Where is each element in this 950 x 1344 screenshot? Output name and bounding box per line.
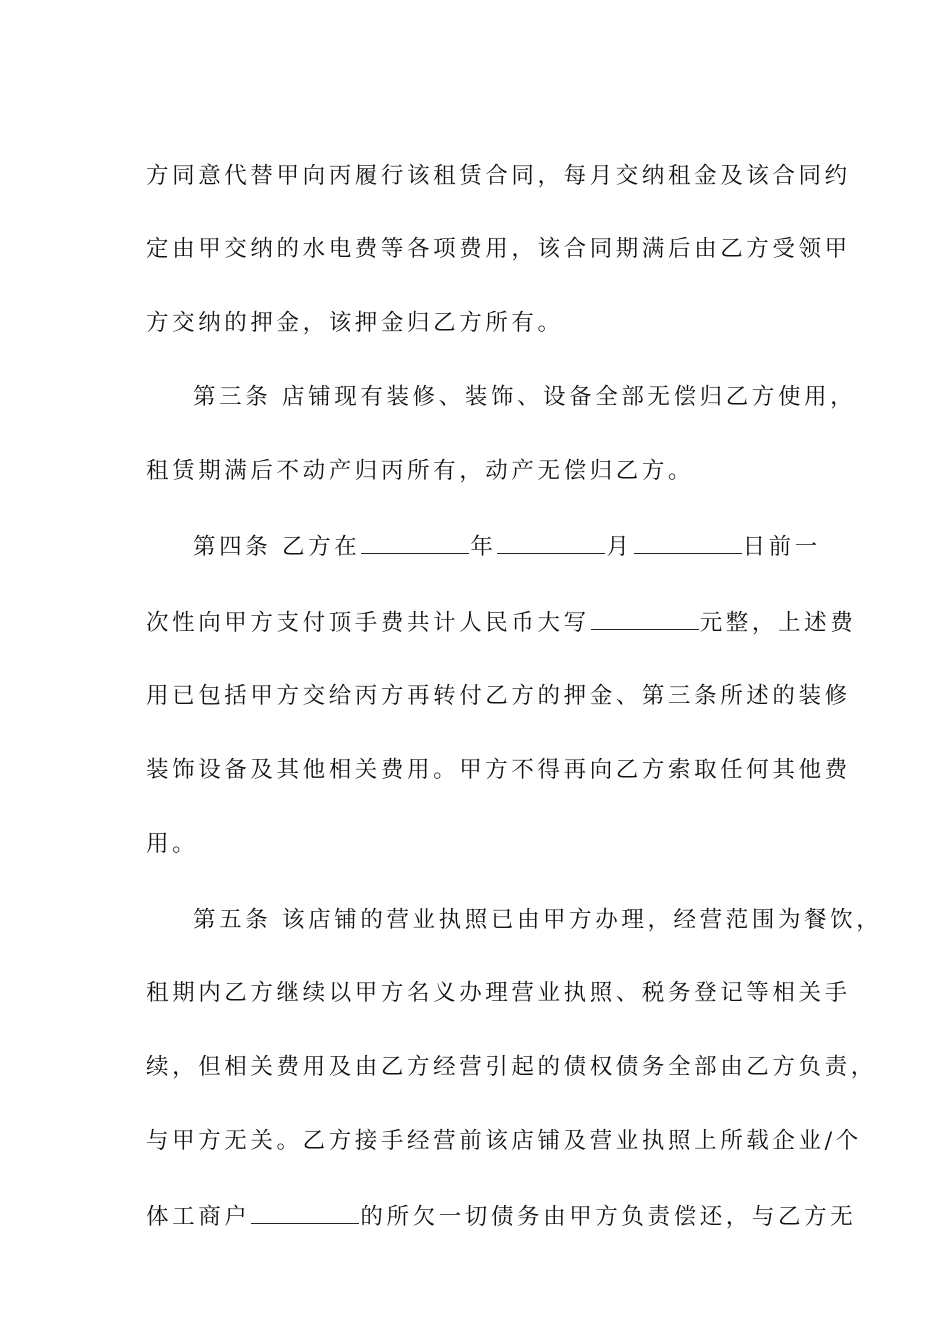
- article-5-heading-line: [193, 900, 883, 940]
- text-line: [146, 973, 851, 1013]
- line-text: 租期内乙方继续以甲方名义办理营业执照、税务登记等相关手: [146, 979, 851, 1006]
- article-4-heading-line: [193, 527, 821, 567]
- line-text: 年: [470, 533, 497, 560]
- text-line: [146, 603, 857, 643]
- business-name-blank: [251, 1201, 359, 1224]
- text-line: [146, 750, 851, 790]
- line-text: 第三条 店铺现有装修、装饰、设备全部无偿归乙方使用，: [193, 383, 857, 410]
- line-text: 用已包括甲方交给丙方再转付乙方的押金、第三条所述的装修: [146, 682, 851, 709]
- line-text: 元整，上述费: [699, 609, 857, 636]
- line-text: 的所欠一切债务由甲方负责偿还，与乙方无: [360, 1203, 857, 1230]
- line-text: 与甲方无关。乙方接手经营前该店铺及营业执照上所载企业/个: [146, 1127, 862, 1154]
- line-text: 第四条 乙方在: [193, 533, 361, 560]
- article-3-heading-line: [193, 377, 857, 417]
- text-line: [146, 1121, 862, 1161]
- line-text: 方同意代替甲向丙履行该租赁合同，每月交纳租金及该合同约: [146, 162, 851, 189]
- text-line: [146, 1047, 877, 1087]
- day-blank: [634, 531, 742, 554]
- line-text: 用。: [146, 830, 199, 857]
- line-text: 次性向甲方支付顶手费共计人民币大写: [146, 609, 590, 636]
- line-text: 体工商户: [146, 1203, 251, 1230]
- line-text: 续，但相关费用及由乙方经营引起的债权债务全部由乙方负责，: [146, 1053, 877, 1080]
- line-text: 租赁期满后不动产归丙所有，动产无偿归乙方。: [146, 457, 695, 484]
- text-line: [146, 1197, 857, 1237]
- line-text: 日前一: [742, 533, 821, 560]
- text-line: [146, 156, 851, 196]
- line-text: 第五条 该店铺的营业执照已由甲方办理，经营范围为餐饮，: [193, 906, 883, 933]
- text-line: [146, 824, 816, 864]
- text-line: [146, 676, 851, 716]
- text-line: [146, 229, 851, 269]
- line-text: 月: [606, 533, 633, 560]
- line-text: 方交纳的押金，该押金归乙方所有。: [146, 309, 564, 336]
- month-blank: [497, 531, 605, 554]
- text-line: [146, 451, 816, 491]
- year-blank: [361, 531, 469, 554]
- amount-blank: [591, 607, 699, 630]
- line-text: 定由甲交纳的水电费等各项费用，该合同期满后由乙方受领甲: [146, 235, 851, 262]
- text-line: [146, 303, 816, 343]
- line-text: 装饰设备及其他相关费用。甲方不得再向乙方索取任何其他费: [146, 756, 851, 783]
